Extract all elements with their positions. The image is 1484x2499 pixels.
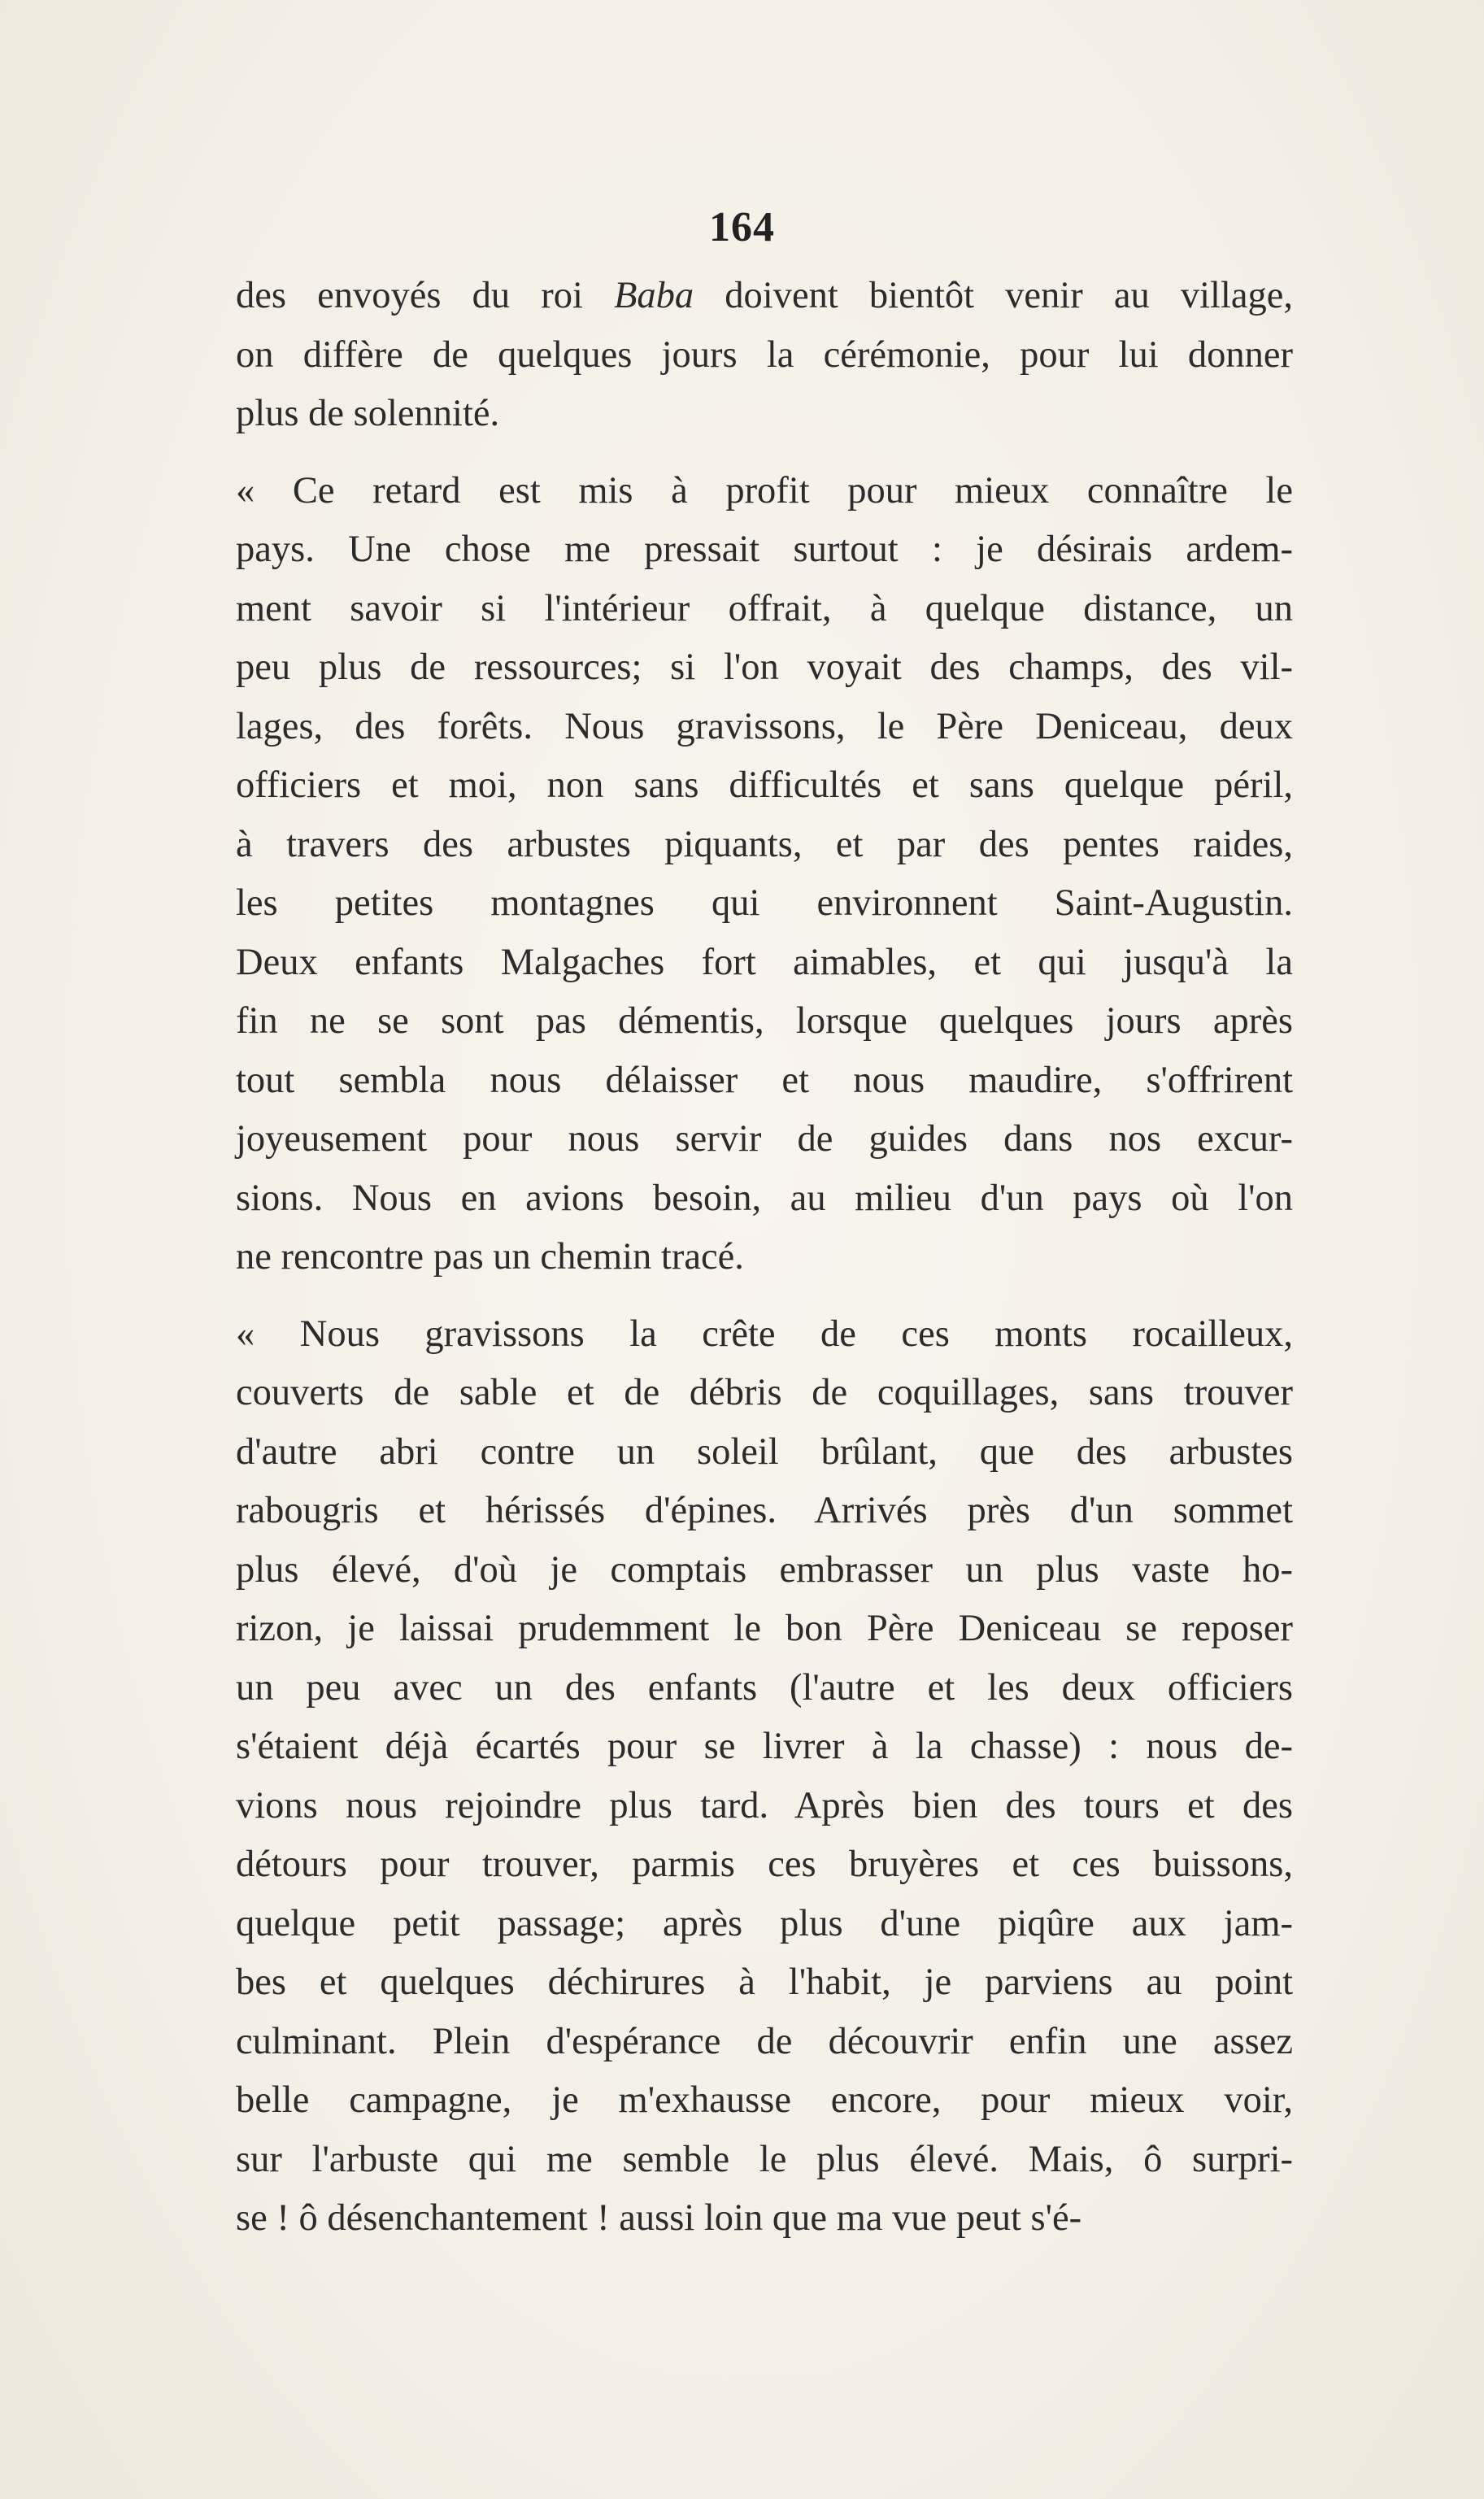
text-line: sur l'arbuste qui me semble le plus élevé. Mais, ô surpri- (236, 2138, 1293, 2180)
text-line: couverts de sable et de débris de coquillages, sans trouver (236, 1372, 1293, 1413)
text-line: « Ce retard est mis à profit pour mieux connaître le (236, 469, 1293, 512)
text-line: détours pour trouver, parmis ces bruyères et ces buissons, (236, 1844, 1293, 1885)
paragraph-gap (236, 444, 1293, 462)
page-number: 164 (709, 204, 775, 250)
text-line (236, 267, 1293, 326)
text-line: lages, des forêts. Nous gravissons, le Père Deniceau, deux (236, 705, 1293, 747)
paragraph-gap (236, 1287, 1293, 1305)
text-line: ne rencontre pas un chemin tracé. (236, 1236, 744, 1278)
text-line: on diffère de quelques jours la cérémonie, pour lui donner (236, 333, 1293, 376)
text-line: les petites montagnes qui environnent Saint-Augustin. (236, 882, 1293, 924)
text-line: plus élevé, d'où je comptais embrasser un plus vaste ho- (236, 1548, 1293, 1591)
text-fragment: des envoyés du roi (236, 275, 615, 316)
text-line: officiers et moi, non sans difficultés et sans quelque péril, (236, 764, 1293, 806)
text-line: quelque petit passage; après plus d'une piqûre aux jam- (236, 1902, 1293, 1944)
text-line: s'étaient déjà écartés pour se livrer à la chasse) : nous de- (236, 1726, 1293, 1767)
text-line: tout sembla nous délaisser et nous maudire, s'offrirent (236, 1059, 1293, 1101)
text-line: belle campagne, je m'exhausse encore, pour mieux voir, (236, 2079, 1293, 2121)
body-text (236, 267, 1293, 2249)
text-line: à travers des arbustes piquants, et par des pentes raides, (236, 823, 1293, 865)
text-line: bes et quelques déchirures à l'habit, je parviens au point (236, 1961, 1293, 2003)
text-line: d'autre abri contre un soleil brûlant, que des arbustes (236, 1430, 1293, 1473)
text-line: se ! ô désenchantement ! aussi loin que ma vue peut s'é- (236, 2197, 1082, 2239)
text-line: culminant. Plein d'espérance de découvrir enfin une assez (236, 2020, 1293, 2062)
paragraph (236, 267, 1293, 444)
paragraph (236, 462, 1293, 1287)
text-line: plus de solennité. (236, 393, 500, 434)
text-line: rizon, je laissai prudemment le bon Père Deniceau se reposer (236, 1608, 1293, 1649)
text-line: « Nous gravissons la crête de ces monts rocailleux, (236, 1313, 1293, 1355)
paragraph (236, 1305, 1293, 2249)
text-line: pays. Une chose me pressait surtout : je désirais ardem- (236, 529, 1293, 570)
text-line: joyeusement pour nous servir de guides dans nos excur- (236, 1118, 1293, 1160)
text-line: sions. Nous en avions besoin, au milieu d'un pays où l'on (236, 1177, 1293, 1219)
text-line: fin ne se sont pas démentis, lorsque quelques jours après (236, 1000, 1293, 1042)
text-line: Deux enfants Malgaches fort aimables, et qui jusqu'à la (236, 941, 1293, 983)
text-line: vions nous rejoindre plus tard. Après bien des tours et des (236, 1784, 1293, 1826)
text-fragment: doivent bientôt venir au village, (694, 275, 1294, 316)
text-line: un peu avec un des enfants (l'autre et les deux officiers (236, 1666, 1293, 1709)
text-line: peu plus de ressources; si l'on voyait des champs, des vil- (236, 647, 1293, 688)
text-line: ment savoir si l'intérieur offrait, à quelque distance, un (236, 587, 1293, 629)
text-line: rabougris et hérissés d'épines. Arrivés près d'un sommet (236, 1490, 1293, 1531)
italic-name: Baba (614, 275, 694, 316)
